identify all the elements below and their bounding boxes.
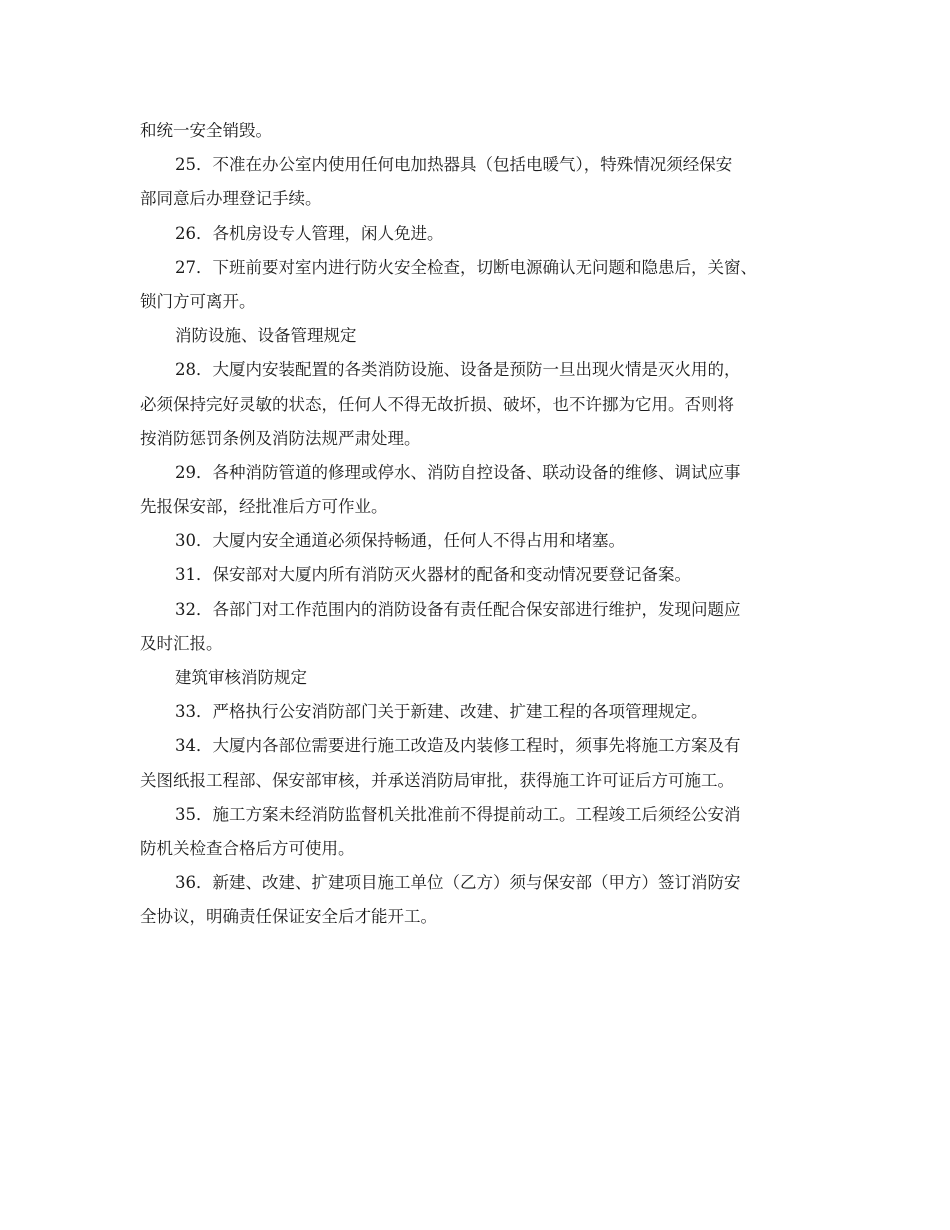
text-line: 关图纸报工程部、保安部审核，并承送消防局审批，获得施工许可证后方可施工。 <box>140 770 734 790</box>
text-line: 先报保安部，经批准后方可作业。 <box>140 497 388 517</box>
text-line: 按消防惩罚条例及消防法规严肃处理。 <box>140 428 421 448</box>
section-heading: 建筑审核消防规定 <box>175 668 307 687</box>
text-line: 27．下班前要对室内进行防火安全检查，切断电源确认无问题和隐患后，关窗、 <box>175 257 757 277</box>
text-line: 30．大厦内安全通道必须保持畅通，任何人不得占用和堵塞。 <box>175 531 625 551</box>
text-line: 33．严格执行公安消防部门关于新建、改建、扩建工程的各项管理规定。 <box>175 702 708 722</box>
text-line: 防机关检查合格后方可使用。 <box>140 838 355 858</box>
text-line: 全协议，明确责任保证安全后才能开工。 <box>140 907 437 927</box>
text-line: 部同意后办理登记手续。 <box>140 189 322 209</box>
text-line: 31．保安部对大厦内所有消防灭火器材的配备和变动情况要登记备案。 <box>175 565 691 585</box>
text-line: 32．各部门对工作范围内的消防设备有责任配合保安部进行维护，发现问题应 <box>175 599 741 619</box>
text-line: 锁门方可离开。 <box>140 291 256 311</box>
text-line: 36．新建、改建、扩建项目施工单位（乙方）须与保安部（甲方）签订消防安 <box>175 873 741 893</box>
text-line: 28．大厦内安装配置的各类消防设施、设备是预防一旦出现火情是灭火用的， <box>175 360 741 380</box>
document-body <box>140 114 820 935</box>
text-line: 29．各种消防管道的修理或停水、消防自控设备、联动设备的维修、调试应事 <box>175 462 741 482</box>
text-line: 35．施工方案未经消防监督机关批准前不得提前动工。工程竣工后须经公安消 <box>175 804 741 824</box>
text-line: 和统一安全销毁。 <box>140 121 272 140</box>
text-line: 25．不准在办公室内使用任何电加热器具（包括电暖气），特殊情况须经保安 <box>175 155 733 175</box>
text-line: 必须保持完好灵敏的状态，任何人不得无故折损、破坏，也不许挪为它用。否则将 <box>140 394 734 414</box>
text-line: 及时汇报。 <box>140 633 223 653</box>
text-line: 34．大厦内各部位需要进行施工改造及内装修工程时，须事先将施工方案及有 <box>175 736 741 756</box>
text-line: 26．各机房设专人管理，闲人免进。 <box>175 223 444 243</box>
section-heading: 消防设施、设备管理规定 <box>175 326 357 346</box>
